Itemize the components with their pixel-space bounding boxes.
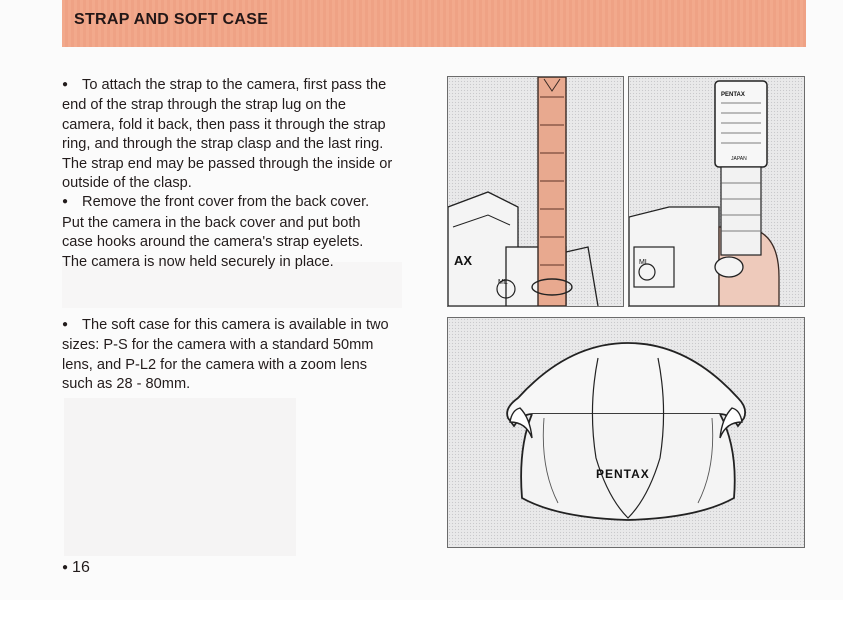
strap-instructions [62,76,432,272]
page-number [62,559,90,577]
figure-soft-case [447,317,805,548]
bullet-icon [62,317,82,333]
text-line: The camera is now held securely in place. [62,253,334,270]
lug-label: ML [639,259,649,266]
page-number-value: 16 [72,559,90,576]
figure-strap-lug [447,76,624,307]
figure-strap-clasp [628,76,805,307]
clasp-origin-label: JAPAN [731,156,747,162]
text-line: case hooks around the camera's strap eyelets. [62,234,364,251]
camera-brand-label: AX [454,253,473,268]
bleed-through-left [64,398,296,556]
text-line: lens, and P-L2 for the camera with a zoom lens [62,356,368,373]
soft-case-sizes [62,316,432,395]
section-title: STRAP AND SOFT CASE [74,11,269,28]
bullet-icon [62,77,82,93]
text-line: sizes: P-S for the camera with a standard 50mm [62,337,374,354]
text-line: The strap end may be passed through the inside or [62,155,393,172]
text-line: camera, fold it back, then pass it through the strap [62,116,386,133]
text-line: The soft case for this camera is available in two [82,317,389,333]
bullet-icon: ● [62,562,69,573]
case-brand-label: PENTAX [596,467,650,481]
section-header [62,0,806,47]
clasp-brand-label: PENTAX [721,92,745,98]
text-line: such as 28 - 80mm. [62,376,191,393]
lug-label: ML [498,279,508,286]
soft-case-illustration [448,318,804,547]
strap-clasp-illustration [629,77,804,306]
text-line: outside of the clasp. [62,175,192,192]
text-line: To attach the strap to the camera, first pass the [82,77,387,93]
strap-lug-illustration [448,77,623,306]
text-line: ring, and through the strap clasp and the last ring. [62,136,384,153]
bullet-icon [62,194,82,210]
text-line: end of the strap through the strap lug on the [62,97,346,114]
text-line: Remove the front cover from the back cover. [82,194,370,211]
text-line: Put the camera in the back cover and put both [62,214,361,231]
